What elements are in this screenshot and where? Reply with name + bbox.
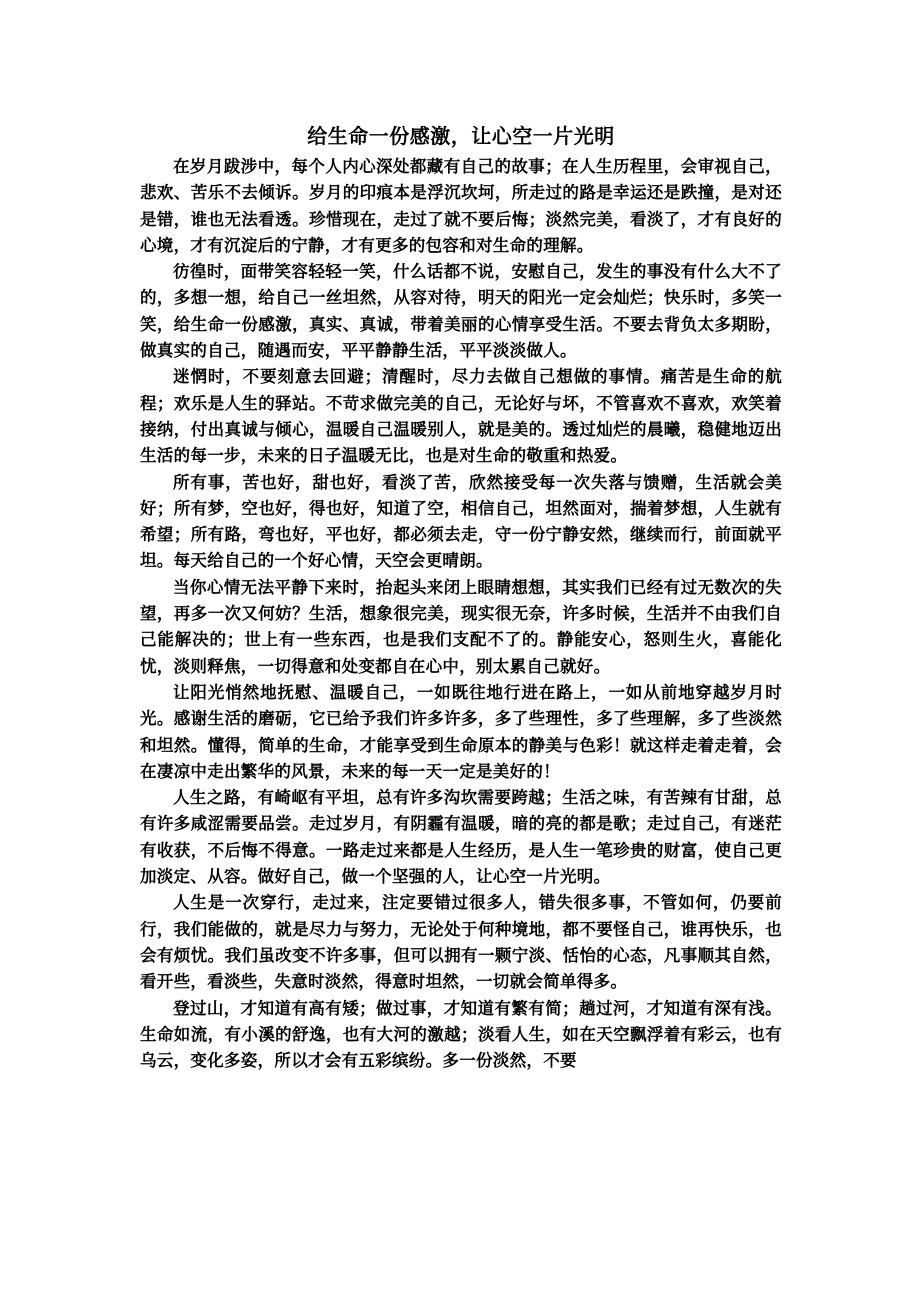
paragraph-7: 人生之路，有崎岖有平坦，总有许多沟坎需要跨越；生活之味，有苦辣有甘甜，总有许多咸涩需要品尝。走过岁月，有阴霾有温暖，暗的亮的都是歌；走过自己，有迷茫有收获，不后悔不得意。一路走过来都是人生经历，是人生一笔珍贵的财富，使自己更加淡定、从容。做好自己，做一个坚强的人，让心空一片光明。 (140, 788, 782, 887)
paragraph-6: 让阳光悄然地抚慰、温暖自己，一如既往地行进在路上，一如从前地穿越岁月时光。感谢生活的磨砺，它已给予我们许多许多，多了些理性，多了些理解，多了些淡然和坦然。懂得，简单的生命，才能享受到生命原本的静美与色彩！就这样走着走着，会在凄凉中走出繁华的风景，未来的每一天一定是美好的！ (140, 682, 782, 781)
paragraph-2: 彷徨时，面带笑容轻轻一笑，什么话都不说，安慰自己，发生的事没有什么大不了的，多想一想，给自己一丝坦然，从容对待，明天的阳光一定会灿烂；快乐时，多笑一笑，给生命一份感激，真实、真诚，带着美丽的心情享受生活。不要去背负太多期盼，做真实的自己，随遇而安，平平静静生活，平平淡淡做人。 (140, 262, 782, 361)
paragraph-1: 在岁月跋涉中，每个人内心深处都藏有自己的故事；在人生历程里，会审视自己，悲欢、苦乐不去倾诉。岁月的印痕本是浮沉坎坷，所走过的路是幸运还是跌撞，是对还是错，谁也无法看透。珍惜现在，走过了就不要后悔；淡然完美，看淡了，才有良好的心境，才有沉淀后的宁静，才有更多的包容和对生命的理解。 (140, 157, 782, 255)
document-body (140, 154, 782, 1074)
paragraph-5: 当你心情无法平静下来时，抬起头来闭上眼睛想想，其实我们已经有过无数次的失望，再多一次又何妨？生活，想象很完美，现实很无奈，许多时候，生活并不由我们自己能解决的；世上有一些东西，也是我们支配不了的。静能安心，怒则生火，喜能化忧，淡则释焦，一切得意和处变都自在心中，别太累自己就好。 (140, 577, 782, 676)
paragraph-3: 迷惘时，不要刻意去回避；清醒时，尽力去做自己想做的事情。痛苦是生命的航程；欢乐是人生的驿站。不苛求做完美的自己，无论好与坏，不管喜欢不喜欢，欢笑着接纳，付出真诚与倾心，温暖自己温暖别人，就是美的。透过灿烂的晨曦，稳健地迈出生活的每一步，未来的日子温暖无比，也是对生命的敬重和热爱。 (140, 367, 782, 466)
paragraph-8: 人生是一次穿行，走过来，注定要错过很多人，错失很多事，不管如何，仍要前行，我们能做的，就是尽力与努力，无论处于何种境地，都不要怪自己，谁再快乐，也会有烦忧。我们虽改变不许多事，但可以拥有一颗宁淡、恬怡的心态，凡事顺其自然，看开些，看淡些，失意时淡然，得意时坦然，一切就会简单得多。 (140, 893, 782, 992)
document-title: 给生命一份感激，让心空一片光明 (307, 124, 615, 148)
paragraph-4: 所有事，苦也好，甜也好，看淡了苦，欣然接受每一次失落与馈赠，生活就会美好；所有梦，空也好，得也好，知道了空，相信自己，坦然面对，揣着梦想，人生就有希望；所有路，弯也好，平也好，都必须去走，守一份宁静安然，继续而行，前面就平坦。每天给自己的一个好心情，天空会更晴朗。 (140, 472, 782, 571)
paragraph-9: 登过山，才知道有高有矮；做过事，才知道有繁有简；趟过河，才知道有深有浅。生命如流，有小溪的舒逸，也有大河的激越；淡看人生，如在天空飘浮着有彩云，也有乌云，变化多姿，所以才会有五彩缤纷。多一份淡然，不要 (140, 998, 782, 1071)
document-page (140, 118, 782, 1074)
